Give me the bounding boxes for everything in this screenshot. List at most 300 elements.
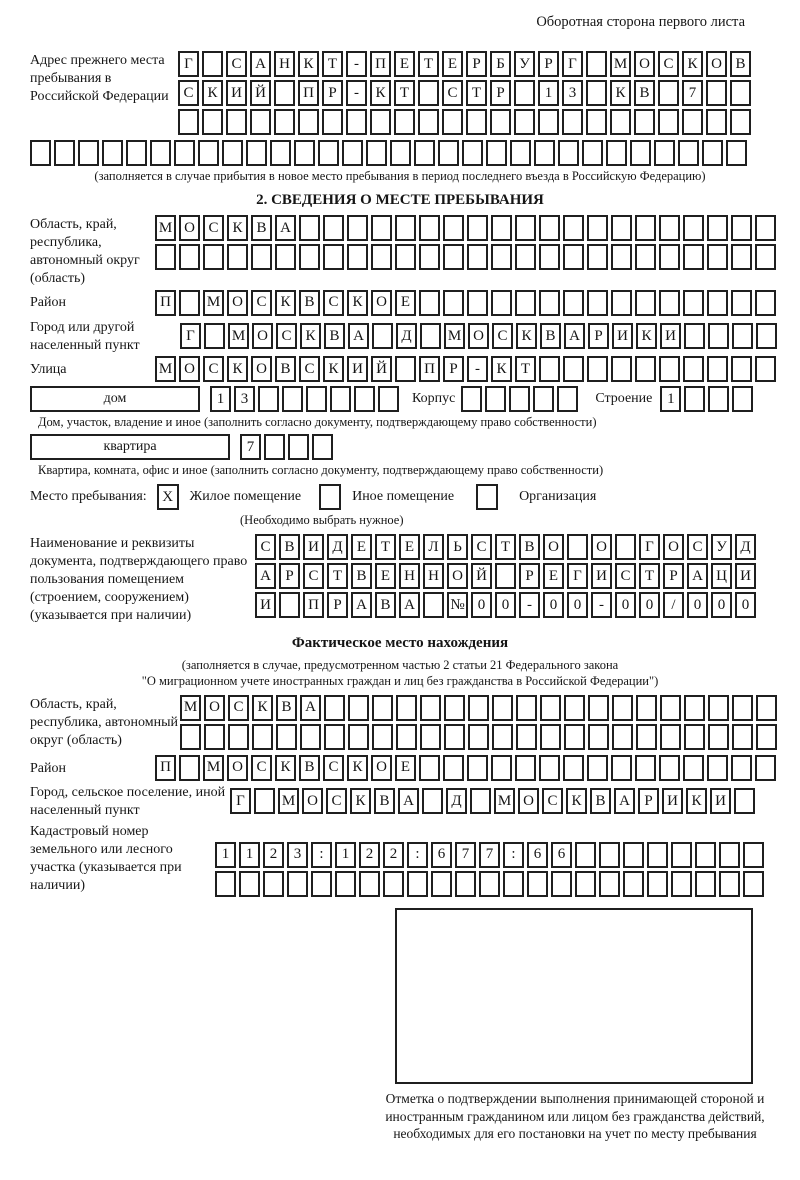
form-cell (659, 244, 680, 270)
form-cell: В (634, 80, 655, 106)
form-cell: Н (399, 563, 420, 589)
form-cell (615, 534, 636, 560)
form-cell (659, 356, 680, 382)
form-cell (443, 215, 464, 241)
form-cell (557, 386, 578, 412)
form-cell (702, 140, 723, 166)
form-cell: 0 (735, 592, 756, 618)
form-cell: А (614, 788, 635, 814)
form-cell: О (663, 534, 684, 560)
form-cell (659, 290, 680, 316)
form-cell (562, 109, 583, 135)
form-cell (647, 842, 668, 868)
form-cell (514, 109, 535, 135)
form-cell (755, 244, 776, 270)
form-cell: О (252, 323, 273, 349)
form-cell: И (303, 534, 324, 560)
form-cell (150, 140, 171, 166)
form-cell: В (279, 534, 300, 560)
form-cell (695, 842, 716, 868)
form-cell: - (346, 80, 367, 106)
form-cell: В (730, 51, 751, 77)
region-row-1 (155, 215, 779, 241)
form-cell: С (323, 290, 344, 316)
form-cell (420, 323, 441, 349)
form-cell (708, 724, 729, 750)
form-cell (755, 215, 776, 241)
apartment-cells (240, 434, 336, 460)
form-cell: И (612, 323, 633, 349)
form-cell: 1 (210, 386, 231, 412)
form-cell (54, 140, 75, 166)
form-cell: В (324, 323, 345, 349)
form-cell: К (202, 80, 223, 106)
form-cell (180, 724, 201, 750)
form-cell (396, 695, 417, 721)
form-cell: О (634, 51, 655, 77)
form-cell (539, 755, 560, 781)
form-cell (491, 215, 512, 241)
form-cell: Т (495, 534, 516, 560)
form-cell (276, 724, 297, 750)
form-cell: А (398, 788, 419, 814)
form-cell: 7 (682, 80, 703, 106)
form-cell: Р (519, 563, 540, 589)
form-cell: 0 (543, 592, 564, 618)
form-cell (730, 80, 751, 106)
option-other-label: Иное помещение (352, 489, 455, 505)
form-cell: С (542, 788, 563, 814)
form-cell (258, 386, 279, 412)
form-cell (466, 109, 487, 135)
form-cell (78, 140, 99, 166)
form-cell: 1 (538, 80, 559, 106)
form-cell (586, 109, 607, 135)
prev-address-row-1 (178, 51, 754, 77)
form-cell (414, 140, 435, 166)
form-cell (422, 788, 443, 814)
form-cell (756, 323, 777, 349)
form-cell: М (494, 788, 515, 814)
form-cell: - (346, 51, 367, 77)
district-row (155, 290, 779, 316)
form-cell (239, 871, 260, 897)
form-cell: О (227, 290, 248, 316)
form-cell: С (615, 563, 636, 589)
form-cell: М (203, 290, 224, 316)
form-cell: Г (639, 534, 660, 560)
form-cell (198, 140, 219, 166)
form-cell (575, 842, 596, 868)
form-cell (539, 244, 560, 270)
form-cell (455, 871, 476, 897)
form-cell (222, 140, 243, 166)
form-cell (395, 244, 416, 270)
form-cell: У (711, 534, 732, 560)
form-cell (611, 215, 632, 241)
form-cell: С (323, 755, 344, 781)
form-cell: А (351, 592, 372, 618)
form-cell (599, 871, 620, 897)
form-cell (563, 290, 584, 316)
form-cell: 0 (711, 592, 732, 618)
form-cell: 1 (239, 842, 260, 868)
form-cell (279, 592, 300, 618)
stay-type-label: Место пребывания: (30, 489, 147, 505)
form-cell: С (203, 215, 224, 241)
form-cell (348, 724, 369, 750)
form-cell (707, 290, 728, 316)
form-cell (461, 386, 482, 412)
form-cell: Й (471, 563, 492, 589)
form-cell: И (226, 80, 247, 106)
form-cell: Е (351, 534, 372, 560)
form-cell (282, 386, 303, 412)
prev-address-row-4 (30, 140, 800, 166)
form-cell (438, 140, 459, 166)
form-cell (515, 290, 536, 316)
form-cell (263, 871, 284, 897)
form-cell: С (471, 534, 492, 560)
form-cell (755, 755, 776, 781)
form-cell (418, 109, 439, 135)
form-cell: С (492, 323, 513, 349)
form-cell (743, 842, 764, 868)
form-cell: Т (327, 563, 348, 589)
form-cell (533, 386, 554, 412)
form-cell: 7 (240, 434, 261, 460)
form-cell: Г (567, 563, 588, 589)
form-cell (443, 290, 464, 316)
form-cell: 2 (263, 842, 284, 868)
form-cell: О (518, 788, 539, 814)
form-cell (275, 244, 296, 270)
form-cell (515, 244, 536, 270)
form-cell: О (543, 534, 564, 560)
city-block (30, 318, 800, 355)
region-row-2 (155, 244, 779, 270)
form-cell: И (735, 563, 756, 589)
form-cell (491, 755, 512, 781)
form-cell (695, 871, 716, 897)
korpus-cells (461, 386, 581, 412)
form-cell: К (491, 356, 512, 382)
form-cell (732, 724, 753, 750)
form-cell: Ь (447, 534, 468, 560)
form-cell: : (407, 842, 428, 868)
form-cell (684, 724, 705, 750)
form-cell: К (610, 80, 631, 106)
form-cell: И (591, 563, 612, 589)
form-cell: 3 (287, 842, 308, 868)
form-cell: Г (178, 51, 199, 77)
form-cell: К (323, 356, 344, 382)
form-cell (311, 871, 332, 897)
form-cell: Е (394, 51, 415, 77)
form-cell: 0 (687, 592, 708, 618)
form-cell: С (276, 323, 297, 349)
form-cell: А (255, 563, 276, 589)
form-cell: П (298, 80, 319, 106)
form-cell: Р (322, 80, 343, 106)
form-cell (586, 51, 607, 77)
form-cell (372, 323, 393, 349)
form-cell (179, 290, 200, 316)
form-cell: К (300, 323, 321, 349)
prev-address-block (30, 51, 800, 138)
form-cell: К (370, 80, 391, 106)
apartment-type-box: квартира (30, 434, 230, 460)
form-cell: Р (663, 563, 684, 589)
house-type-box: дом (30, 386, 200, 412)
form-cell: Р (443, 356, 464, 382)
form-cell: О (204, 695, 225, 721)
form-cell: К (516, 323, 537, 349)
form-cell: О (179, 215, 200, 241)
form-cell (348, 695, 369, 721)
form-cell: С (687, 534, 708, 560)
form-cell: В (374, 788, 395, 814)
stamp-caption: Отметка о подтверждении выполнения принимающей стороной и иностранным гражданином или лицом без гражданства действий, необходимых для его постановки на учет по месту пребывания (385, 1090, 765, 1142)
form-cell (503, 871, 524, 897)
form-cell (419, 215, 440, 241)
form-cell (420, 695, 441, 721)
form-cell: О (227, 755, 248, 781)
form-cell (492, 724, 513, 750)
form-cell (324, 724, 345, 750)
form-cell: С (226, 51, 247, 77)
form-cell: Л (423, 534, 444, 560)
cadastral-label: Кадастровый номер земельного или лесного участка (указывается при наличии) (30, 823, 182, 893)
form-cell (564, 724, 585, 750)
form-cell: Р (327, 592, 348, 618)
document-row-1 (255, 534, 759, 560)
form-cell: Т (466, 80, 487, 106)
form-cell: В (299, 755, 320, 781)
form-cell (678, 140, 699, 166)
actual-city-block (30, 783, 800, 820)
form-cell (510, 140, 531, 166)
form-cell: В (351, 563, 372, 589)
form-cell (606, 140, 627, 166)
form-cell (468, 724, 489, 750)
district-label: Район (30, 295, 66, 311)
form-cell (659, 215, 680, 241)
form-cell: К (298, 51, 319, 77)
form-cell: С (251, 290, 272, 316)
form-cell (636, 695, 657, 721)
form-cell: 0 (471, 592, 492, 618)
form-cell (599, 842, 620, 868)
form-cell: А (348, 323, 369, 349)
form-cell (683, 290, 704, 316)
form-cell (252, 724, 273, 750)
form-cell (322, 109, 343, 135)
form-cell (30, 140, 51, 166)
form-cell (611, 356, 632, 382)
form-cell (587, 244, 608, 270)
form-cell (516, 724, 537, 750)
region-label: Область, край, республика, автономный округ (область) (30, 217, 140, 286)
house-number-cells (210, 386, 402, 412)
form-cell (347, 244, 368, 270)
form-cell: - (519, 592, 540, 618)
prev-address-caption: (заполняется в случае прибытия в новое место пребывания в период последнего въезда в Российскую Федерацию) (94, 169, 706, 183)
form-cell (419, 290, 440, 316)
form-cell: Б (490, 51, 511, 77)
form-cell (215, 871, 236, 897)
form-cell: 7 (479, 842, 500, 868)
form-cell: О (302, 788, 323, 814)
form-cell: А (275, 215, 296, 241)
form-cell (635, 755, 656, 781)
form-cell (726, 140, 747, 166)
form-cell (563, 356, 584, 382)
form-cell (734, 788, 755, 814)
form-cell: Г (230, 788, 251, 814)
form-cell (635, 290, 656, 316)
section2-title: 2. СВЕДЕНИЯ О МЕСТЕ ПРЕБЫВАНИЯ (256, 192, 544, 208)
document-label: Наименование и реквизиты документа, подтверждающего право пользования помещением (строением, сооружением) (указывается при наличии) (30, 536, 248, 624)
form-cell (470, 788, 491, 814)
form-cell: М (278, 788, 299, 814)
form-cell: 2 (383, 842, 404, 868)
form-cell (708, 323, 729, 349)
form-cell (730, 109, 751, 135)
form-cell: : (503, 842, 524, 868)
form-cell (611, 290, 632, 316)
form-cell (755, 356, 776, 382)
form-cell (179, 244, 200, 270)
actual-district-label: Район (30, 760, 66, 776)
form-cell (174, 140, 195, 166)
form-cell (659, 755, 680, 781)
form-cell (731, 290, 752, 316)
form-cell: 3 (562, 80, 583, 106)
form-cell: 1 (660, 386, 681, 412)
form-cell: С (442, 80, 463, 106)
document-row-2 (255, 563, 759, 589)
form-cell (270, 140, 291, 166)
actual-city-label: Город, сельское поселение, иной населенный пункт (30, 784, 226, 818)
form-cell: К (227, 215, 248, 241)
city-row (180, 323, 780, 349)
actual-region-label: Область, край, республика, автономный округ (область) (30, 696, 179, 748)
form-cell: И (662, 788, 683, 814)
form-cell (612, 724, 633, 750)
form-cell (635, 215, 656, 241)
form-cell (178, 109, 199, 135)
form-cell (467, 755, 488, 781)
cadastral-row-1 (215, 842, 767, 868)
form-cell (227, 244, 248, 270)
form-cell (299, 215, 320, 241)
form-cell (467, 244, 488, 270)
cadastral-row-2 (215, 871, 767, 897)
form-cell (551, 871, 572, 897)
form-cell (671, 871, 692, 897)
stroenie-label: Строение (595, 391, 653, 407)
form-cell: Е (375, 563, 396, 589)
form-cell (486, 140, 507, 166)
form-cell (587, 356, 608, 382)
form-cell (515, 215, 536, 241)
form-cell (683, 215, 704, 241)
form-cell (423, 592, 444, 618)
form-cell (719, 871, 740, 897)
form-cell: К (275, 290, 296, 316)
form-cell (564, 695, 585, 721)
form-cell (635, 356, 656, 382)
form-cell (708, 386, 729, 412)
form-cell: Т (515, 356, 536, 382)
house-block (30, 386, 800, 412)
form-cell: М (228, 323, 249, 349)
form-cell: Н (423, 563, 444, 589)
form-cell: Р (466, 51, 487, 77)
form-cell: К (227, 356, 248, 382)
street-block (30, 356, 800, 382)
form-cell (563, 755, 584, 781)
form-cell (588, 695, 609, 721)
form-cell (204, 724, 225, 750)
form-cell: В (251, 215, 272, 241)
form-cell: М (155, 356, 176, 382)
form-cell: И (710, 788, 731, 814)
form-cell (306, 386, 327, 412)
form-cell: В (299, 290, 320, 316)
prev-address-full-row (30, 140, 750, 166)
form-cell: С (299, 356, 320, 382)
form-cell: Т (639, 563, 660, 589)
form-cell (516, 695, 537, 721)
city-label: Город или другой населенный пункт (30, 319, 140, 353)
form-cell (366, 140, 387, 166)
form-cell: В (590, 788, 611, 814)
form-cell: 2 (359, 842, 380, 868)
form-cell (707, 755, 728, 781)
form-cell (492, 695, 513, 721)
form-cell (563, 244, 584, 270)
form-cell: Г (562, 51, 583, 77)
form-cell (418, 80, 439, 106)
form-cell: 0 (495, 592, 516, 618)
form-cell (587, 755, 608, 781)
form-cell (623, 871, 644, 897)
form-cell (495, 563, 516, 589)
form-cell (707, 215, 728, 241)
form-cell (126, 140, 147, 166)
form-cell (359, 871, 380, 897)
form-cell: П (303, 592, 324, 618)
form-cell (684, 695, 705, 721)
form-cell: О (179, 356, 200, 382)
form-cell (683, 755, 704, 781)
form-cell: Н (274, 51, 295, 77)
form-cell (611, 244, 632, 270)
form-cell: А (564, 323, 585, 349)
form-cell (567, 534, 588, 560)
actual-location-title: Фактическое место нахождения (291, 634, 509, 651)
street-row (155, 356, 779, 382)
form-cell: 0 (639, 592, 660, 618)
form-cell: О (591, 534, 612, 560)
prev-address-row-3 (178, 109, 754, 135)
form-cell (324, 695, 345, 721)
form-cell (371, 215, 392, 241)
form-cell (155, 244, 176, 270)
form-cell (660, 724, 681, 750)
